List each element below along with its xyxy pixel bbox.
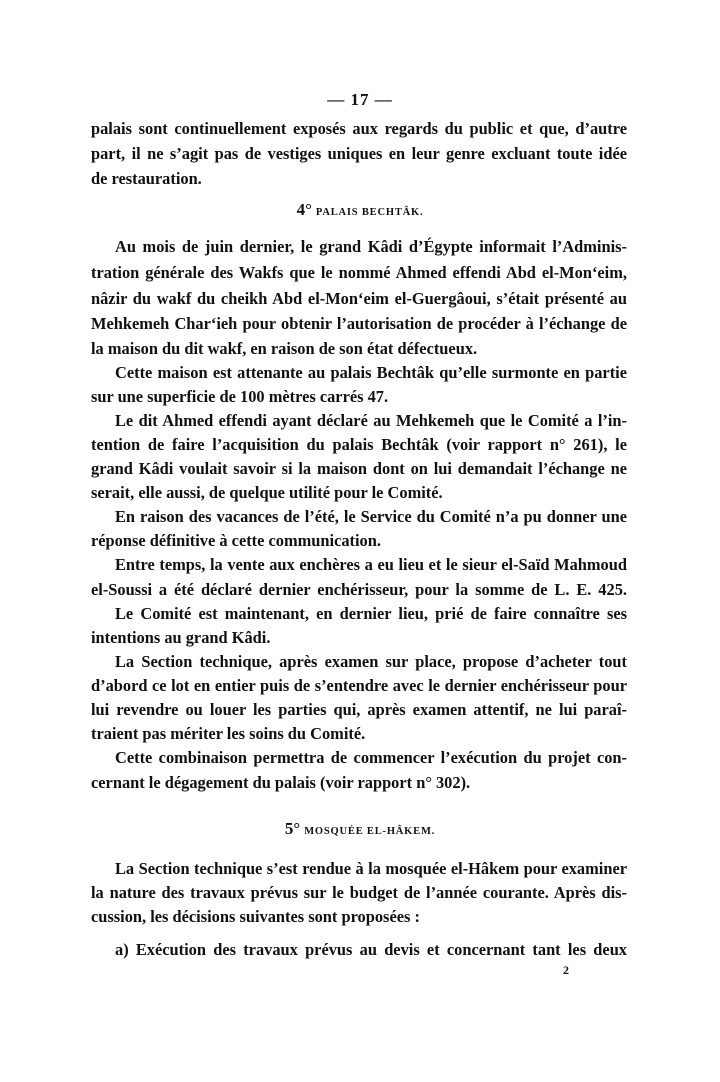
text-line: sur une superficie de 100 mètres carrés 47. (91, 387, 389, 406)
text-line: nâzir du wakf du cheikh Abd el-Mon‘eim el-Guergâoui, s’était présenté au (91, 289, 627, 308)
text-line: Entre temps, la vente aux enchères a eu lieu et le sieur el-Saïd Mahmoud (115, 555, 627, 574)
text-line: En raison des vacances de l’été, le Service du Comité n’a pu donner une (115, 507, 627, 526)
text-line: intentions au grand Kâdi. (91, 628, 271, 647)
text-line: a) Exécution des travaux prévus au devis et concernant tant les deux (115, 940, 627, 959)
text-line: réponse définitive à cette communication. (91, 531, 381, 550)
text-line: La Section technique, après examen sur place, propose d’acheter tout (115, 652, 627, 671)
page-number: — 17 — (327, 90, 393, 109)
text-line: la nature des travaux prévus sur le budget de l’année courante. Après dis- (91, 883, 627, 902)
text-line: tration générale des Wakfs que le nommé Ahmed effendi Abd el-Mon‘eim, (91, 263, 627, 282)
text-line: Au mois de juin dernier, le grand Kâdi d’Égypte informait l’Adminis- (115, 237, 627, 256)
text-line: el-Soussi a été déclaré dernier enchérisseur, pour la somme de L. E. 425. (91, 580, 627, 599)
text-line: cussion, les décisions suivantes sont proposées : (91, 907, 420, 926)
text-line: Le Comité est maintenant, en dernier lieu, prié de faire connaître ses (115, 604, 627, 623)
section-heading-4 (0, 200, 720, 220)
section-heading-5 (0, 819, 720, 839)
text-line: part, il ne s’agit pas de vestiges uniques en leur genre excluant toute idée (91, 144, 627, 163)
text-line: la maison du dit wakf, en raison de son état défectueux. (91, 339, 478, 358)
section-number: 4° (296, 200, 312, 219)
section-number: 5° (284, 819, 301, 838)
text-line: Le dit Ahmed effendi ayant déclaré au Mehkemeh que le Comité a l’in- (115, 411, 627, 430)
text-line: cernant le dégagement du palais (voir rapport n° 302). (91, 773, 471, 792)
text-line: grand Kâdi voulait savoir si la maison dont on lui demandait l’échange ne (91, 459, 627, 478)
text-line: palais sont continuellement exposés aux regards du public et que, d’autre (91, 119, 627, 138)
text-line: tention de faire l’acquisition du palais Bechtâk (voir rapport n° 261), le (91, 435, 627, 454)
text-line: serait, elle aussi, de quelque utilité pour le Comité. (91, 483, 443, 502)
text-line: Cette maison est attenante au palais Bechtâk qu’elle surmonte en partie (115, 363, 627, 382)
text-line: d’abord ce lot en entier puis de s’entendre avec le dernier enchérisseur pour (91, 676, 627, 695)
text-line: La Section technique s’est rendue à la mosquée el-Hâkem pour examiner (115, 859, 627, 878)
section-title: MOSQUÉE EL-HÂKEM. (304, 826, 436, 837)
section-title: PALAIS BECHTÂK. (315, 207, 424, 218)
text-line: traient pas mériter les soins du Comité. (91, 724, 366, 743)
text-line: Cette combinaison permettra de commencer l’exécution du projet con- (115, 748, 627, 767)
text-line: Mehkemeh Char‘ieh pour obtenir l’autorisation de procéder à l’échange de (91, 314, 627, 333)
signature-mark: 2 (563, 963, 569, 977)
text-line: de restauration. (91, 169, 202, 188)
text-line: lui revendre ou louer les parties qui, après examen attentif, ne lui paraî- (91, 700, 627, 719)
